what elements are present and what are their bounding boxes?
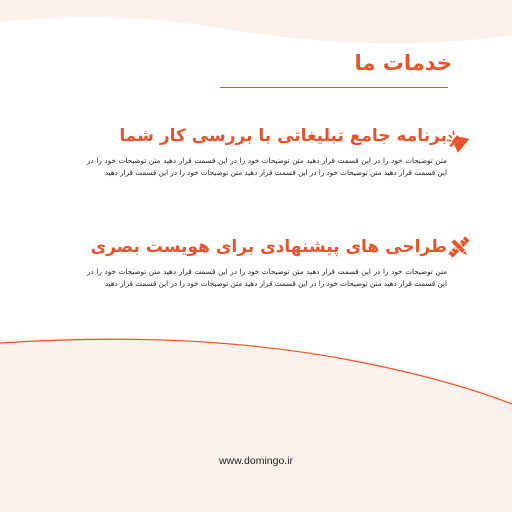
service-item-advertising xyxy=(87,125,447,180)
footer-website[interactable]: www.domingo.ir xyxy=(218,455,294,467)
service-description: متن توضیحات خود را در این قسمت قرار دهید متن توضیحات خود را در این قسمت قرار دهید متن توضیحات خود را در این قسمت قرار دهید متن توضیحات خود را در این قسمت قرار دهید متن توضیحات خود را در این قسمت قرار دهید xyxy=(87,156,447,178)
service-title: طراحی های پیشنهادی برای هویست بصری xyxy=(90,237,447,257)
page-title: خدمات ما xyxy=(354,51,452,75)
pencil-ruler-icon xyxy=(446,234,472,260)
bottom-band xyxy=(0,338,512,512)
service-item-visual-identity xyxy=(87,236,447,291)
top-band xyxy=(0,0,512,44)
title-underline xyxy=(220,87,448,88)
megaphone-icon xyxy=(446,129,472,155)
service-description: متن توضیحات خود را در این قسمت قرار دهید متن توضیحات خود را در این قسمت قرار دهید متن توضیحات خود را در این قسمت قرار دهید متن توضیحات خود را در این قسمت قرار دهید متن توضیحات خود را در این قسمت قرار دهید xyxy=(87,267,447,289)
service-title: برنامه جامع تبلیغاتی با بررسی کار شما xyxy=(119,126,447,146)
